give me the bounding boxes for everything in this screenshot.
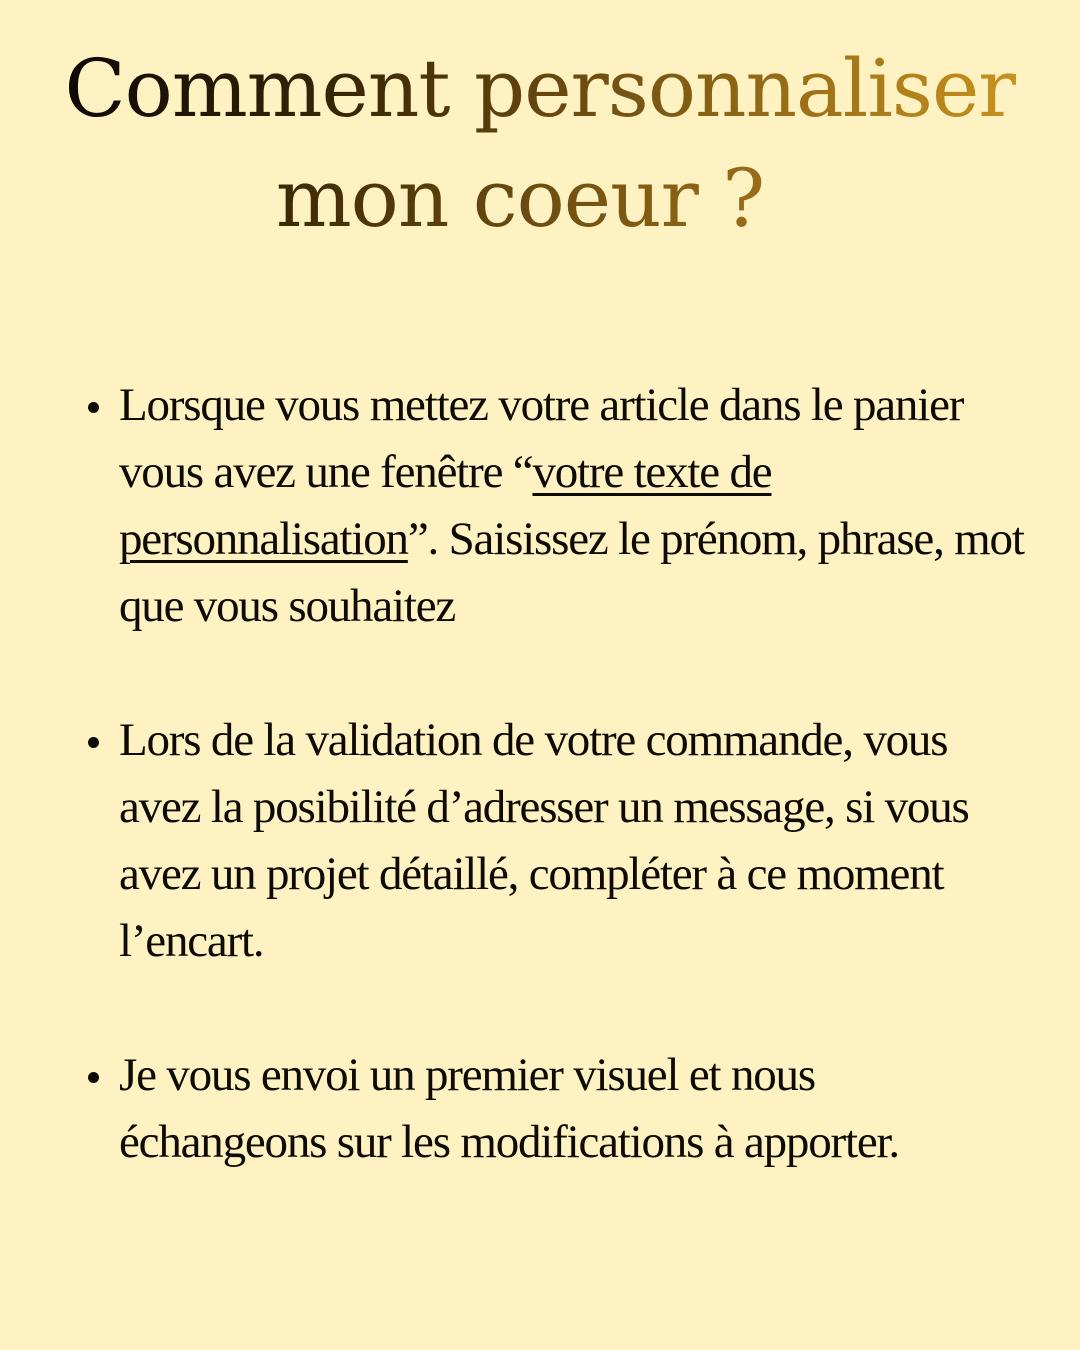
step-item-1 <box>0 372 1080 640</box>
step-2-text: Lors de la validation de votre commande, vous avez la posibilité d’adresser un message, si vous avez un projet détaillé, compléter à ce moment l’encart. <box>119 714 969 967</box>
step-item-2 <box>0 707 1080 975</box>
step-item-3 <box>0 1042 1080 1176</box>
bullet-icon <box>88 1072 99 1083</box>
step-1-text-after: ”. Saisissez le prénom, phrase, mot que vous souhaitez <box>119 513 1024 632</box>
steps-list <box>0 372 1080 1176</box>
bullet-icon <box>88 737 99 748</box>
personalization-text-link[interactable]: votre texte de personnalisation <box>119 446 772 565</box>
title-line-1: Comment personnaliser <box>0 34 1080 144</box>
step-1-text-before: Lorsque vous mettez votre article dans le panier vous avez une fenêtre “ <box>119 379 964 498</box>
bullet-icon <box>88 402 99 413</box>
step-3-text: Je vous envoi un premier visuel et nous échangeons sur les modifications à apporter. <box>119 1049 899 1168</box>
title-line-2: mon coeur ? <box>0 144 1080 254</box>
page-title <box>0 34 1080 254</box>
